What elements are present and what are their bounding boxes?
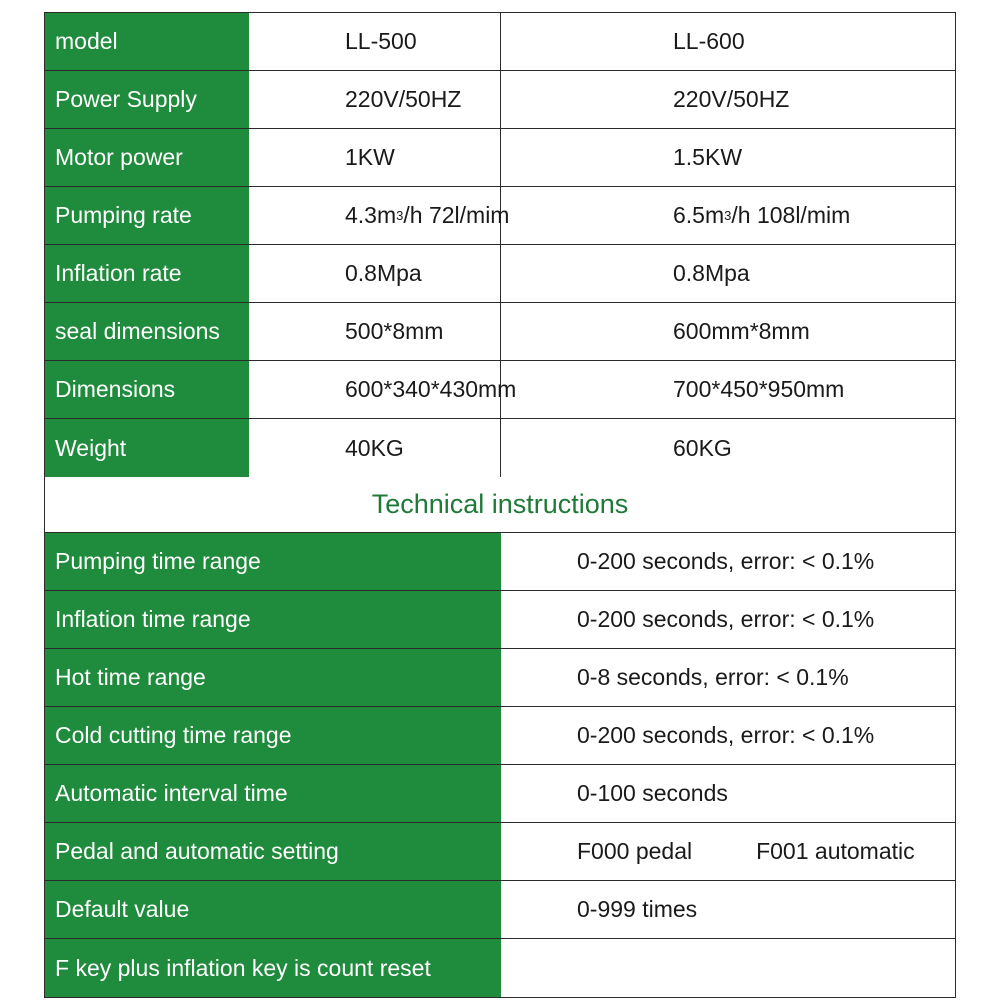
table-row xyxy=(45,533,955,591)
table-row xyxy=(45,245,955,303)
row-label: Default value xyxy=(45,881,501,938)
cell-value: 0-100 seconds xyxy=(577,780,728,806)
model-ll500: LL-500 xyxy=(249,13,501,70)
row-label: Inflation rate xyxy=(45,245,249,302)
row-label: Pumping rate xyxy=(45,187,249,244)
cell-value: 40KG xyxy=(249,419,501,477)
table-row xyxy=(45,419,955,477)
section-title: Technical instructions xyxy=(371,489,629,519)
spec-section xyxy=(45,13,955,477)
cell-value: 0-8 seconds, error: < 0.1% xyxy=(577,664,849,690)
spec-table xyxy=(44,12,956,998)
cell-value: 1.5KW xyxy=(673,144,743,170)
cell-value: 600mm*8mm xyxy=(673,318,810,344)
table-row xyxy=(45,303,955,361)
section-title-row xyxy=(45,477,955,533)
cell-value: 0.8Mpa xyxy=(673,260,750,286)
cell-value xyxy=(501,939,955,997)
value-text: 4.3m xyxy=(345,202,397,228)
row-label: seal dimensions xyxy=(45,303,249,360)
cell-value: 220V/50HZ xyxy=(249,71,501,128)
cell-value: 0-200 seconds, error: < 0.1% xyxy=(577,548,875,574)
superscript: 3 xyxy=(396,208,404,223)
superscript: 3 xyxy=(724,208,732,223)
cell-value: 500*8mm xyxy=(249,303,501,360)
cell-value: 600*340*430mm xyxy=(249,361,501,418)
row-label: Pedal and automatic setting xyxy=(45,823,501,880)
table-row xyxy=(45,881,955,939)
tech-section xyxy=(45,533,955,997)
cell-value: 0-999 times xyxy=(577,896,698,922)
table-row xyxy=(45,591,955,649)
cell-value: 1KW xyxy=(249,129,501,186)
row-label: Motor power xyxy=(45,129,249,186)
model-ll600: LL-600 xyxy=(673,28,745,54)
table-row xyxy=(45,939,955,997)
row-label: Power Supply xyxy=(45,71,249,128)
table-row xyxy=(45,361,955,419)
table-row xyxy=(45,187,955,245)
table-row xyxy=(45,765,955,823)
table-row xyxy=(45,707,955,765)
cell-value xyxy=(501,823,955,880)
value-text: 6.5m xyxy=(673,202,725,228)
cell-value: 0.8Mpa xyxy=(249,245,501,302)
table-row xyxy=(45,823,955,881)
cell-value: 700*450*950mm xyxy=(673,376,845,402)
cell-value xyxy=(249,187,510,244)
row-label: Automatic interval time xyxy=(45,765,501,822)
cell-value: 220V/50HZ xyxy=(673,86,790,112)
table-row xyxy=(45,649,955,707)
value-text: /h 72l/mim xyxy=(403,202,510,228)
cell-value: 0-200 seconds, error: < 0.1% xyxy=(577,606,875,632)
cell-value xyxy=(501,187,955,244)
row-label: Hot time range xyxy=(45,649,501,706)
value-text: /h 108l/mim xyxy=(731,202,851,228)
row-label: Pumping time range xyxy=(45,533,501,590)
row-label: Inflation time range xyxy=(45,591,501,648)
automatic-setting: F001 automatic xyxy=(756,838,915,864)
cell-value: 60KG xyxy=(673,434,732,461)
row-label: model xyxy=(45,13,249,70)
pedal-setting: F000 pedal xyxy=(577,838,693,864)
table-row xyxy=(45,71,955,129)
row-label: Weight xyxy=(45,419,249,477)
table-row xyxy=(45,13,955,71)
table-row xyxy=(45,129,955,187)
row-label: Cold cutting time range xyxy=(45,707,501,764)
cell-value: 0-200 seconds, error: < 0.1% xyxy=(577,722,875,748)
row-label: Dimensions xyxy=(45,361,249,418)
row-label: F key plus inflation key is count reset xyxy=(45,939,501,997)
